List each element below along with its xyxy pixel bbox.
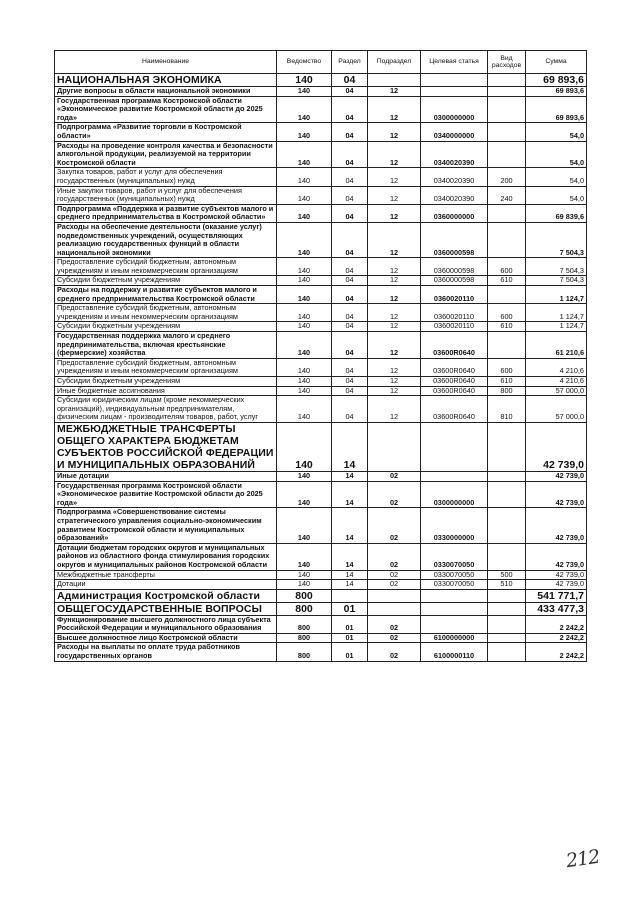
cell-ved: 140 — [277, 204, 332, 222]
table-row — [55, 186, 587, 204]
cell-vr: 510 — [488, 580, 526, 590]
cell-podrazdel: 12 — [368, 396, 421, 423]
cell-name: ОБЩЕГОСУДАРСТВЕННЫЕ ВОПРОСЫ — [55, 602, 277, 615]
cell-razdel: 04 — [332, 141, 368, 168]
cell-podrazdel — [368, 589, 421, 602]
cell-ved: 140 — [277, 74, 332, 87]
cell-ved: 800 — [277, 643, 332, 661]
cell-name: Субсидии юридическим лицам (кроме некоммерческих организаций), индивидуальным предпринимателям, физическим лицам - производителям товаров, работ, услуг — [55, 396, 277, 423]
cell-name: Высшее должностное лицо Костромской области — [55, 633, 277, 643]
cell-podrazdel: 12 — [368, 377, 421, 387]
cell-podrazdel: 12 — [368, 123, 421, 141]
table-row — [55, 87, 587, 97]
cell-name: Субсидии бюджетным учреждениям — [55, 276, 277, 286]
cell-sum: 541 771,7 — [526, 589, 587, 602]
cell-sum: 54,0 — [526, 168, 587, 186]
cell-sum: 69 893,6 — [526, 87, 587, 97]
cell-ved: 140 — [277, 141, 332, 168]
cell-podrazdel: 12 — [368, 96, 421, 123]
cell-razdel: 04 — [332, 222, 368, 257]
cell-ved: 140 — [277, 304, 332, 322]
cell-ved: 140 — [277, 87, 332, 97]
cell-name: Другие вопросы в области национальной экономики — [55, 87, 277, 97]
cell-ved: 140 — [277, 186, 332, 204]
cell-cs: 0360000598 — [421, 258, 488, 276]
cell-name: Расходы на поддержку и развитие субъектов малого и среднего предпринимательства Костромской области — [55, 286, 277, 304]
cell-razdel: 04 — [332, 168, 368, 186]
col-header-sum: Сумма — [526, 51, 587, 74]
cell-razdel: 04 — [332, 186, 368, 204]
cell-razdel: 04 — [332, 87, 368, 97]
cell-razdel: 04 — [332, 96, 368, 123]
cell-name: Предоставление субсидий бюджетным, автономным учреждениям и иным некоммерческим организациям — [55, 358, 277, 376]
cell-ved: 140 — [277, 358, 332, 376]
cell-sum: 57 000,0 — [526, 396, 587, 423]
cell-podrazdel: 12 — [368, 386, 421, 396]
cell-name: Подпрограмма «Совершенствование системы стратегического управления социально-экономическим развитием Костромской области и муниципальных образований» — [55, 508, 277, 543]
table-body — [55, 74, 587, 662]
cell-razdel: 04 — [332, 258, 368, 276]
cell-vr — [488, 602, 526, 615]
cell-ved: 140 — [277, 481, 332, 508]
cell-cs — [421, 615, 488, 633]
cell-ved: 140 — [277, 377, 332, 387]
cell-ved: 140 — [277, 168, 332, 186]
col-header-podrazdel: Подраздел — [368, 51, 421, 74]
cell-vr: 200 — [488, 168, 526, 186]
cell-razdel: 14 — [332, 580, 368, 590]
cell-sum: 1 124,7 — [526, 304, 587, 322]
cell-name: Дотации — [55, 580, 277, 590]
cell-podrazdel: 02 — [368, 481, 421, 508]
cell-razdel: 14 — [332, 471, 368, 481]
cell-sum: 57 000,0 — [526, 386, 587, 396]
cell-ved: 800 — [277, 602, 332, 615]
cell-vr: 240 — [488, 186, 526, 204]
cell-razdel: 04 — [332, 377, 368, 387]
cell-razdel: 14 — [332, 543, 368, 570]
cell-name: Расходы на выплаты по оплате труда работников государственных органов — [55, 643, 277, 661]
cell-sum: 1 124,7 — [526, 286, 587, 304]
cell-razdel: 01 — [332, 615, 368, 633]
table-row — [55, 332, 587, 359]
cell-ved: 140 — [277, 222, 332, 257]
cell-cs: 6100000000 — [421, 633, 488, 643]
cell-ved: 800 — [277, 615, 332, 633]
cell-razdel: 04 — [332, 358, 368, 376]
cell-sum: 69 893,6 — [526, 96, 587, 123]
cell-vr — [488, 589, 526, 602]
cell-vr — [488, 286, 526, 304]
cell-cs: 0360020110 — [421, 286, 488, 304]
cell-name: Подпрограмма «Развитие торговли в Костромской области» — [55, 123, 277, 141]
cell-cs: 0340020390 — [421, 168, 488, 186]
cell-razdel: 04 — [332, 304, 368, 322]
cell-cs: 0340020390 — [421, 141, 488, 168]
cell-sum: 54,0 — [526, 123, 587, 141]
cell-vr — [488, 471, 526, 481]
cell-name: НАЦИОНАЛЬНАЯ ЭКОНОМИКА — [55, 74, 277, 87]
cell-sum: 42 739,0 — [526, 508, 587, 543]
table-row — [55, 358, 587, 376]
cell-razdel: 14 — [332, 422, 368, 471]
cell-cs: 0360000598 — [421, 222, 488, 257]
cell-razdel: 14 — [332, 508, 368, 543]
cell-sum: 7 504,3 — [526, 276, 587, 286]
cell-sum: 4 210,6 — [526, 358, 587, 376]
cell-razdel: 04 — [332, 332, 368, 359]
cell-cs: 03600R0640 — [421, 386, 488, 396]
table-row — [55, 481, 587, 508]
cell-ved: 140 — [277, 123, 332, 141]
cell-vr: 610 — [488, 377, 526, 387]
cell-sum: 42 739,0 — [526, 570, 587, 580]
cell-sum: 69 893,6 — [526, 74, 587, 87]
cell-name: Дотации бюджетам городских округов и муниципальных районов из областного фонда стимулирования городских округов и муниципальных районов Костромской области — [55, 543, 277, 570]
cell-podrazdel: 02 — [368, 471, 421, 481]
cell-vr — [488, 96, 526, 123]
cell-sum: 54,0 — [526, 186, 587, 204]
cell-vr: 810 — [488, 396, 526, 423]
col-header-vr: Вид расходов — [488, 51, 526, 74]
table-row — [55, 74, 587, 87]
cell-name: Государственная программа Костромской области «Экономическое развитие Костромской области до 2025 года» — [55, 481, 277, 508]
cell-razdel: 04 — [332, 396, 368, 423]
cell-razdel: 04 — [332, 276, 368, 286]
cell-vr: 600 — [488, 358, 526, 376]
cell-name: Иные дотации — [55, 471, 277, 481]
cell-name: Функционирование высшего должностного лица субъекта Российской Федерации и муниципального образования — [55, 615, 277, 633]
cell-cs: 0330070050 — [421, 580, 488, 590]
cell-ved: 140 — [277, 471, 332, 481]
cell-ved: 140 — [277, 396, 332, 423]
cell-ved: 140 — [277, 422, 332, 471]
cell-sum: 42 739,0 — [526, 422, 587, 471]
cell-vr — [488, 204, 526, 222]
cell-sum: 7 504,3 — [526, 258, 587, 276]
cell-vr — [488, 633, 526, 643]
table-row — [55, 471, 587, 481]
cell-podrazdel: 02 — [368, 570, 421, 580]
cell-sum: 61 210,6 — [526, 332, 587, 359]
cell-vr — [488, 508, 526, 543]
cell-razdel: 04 — [332, 123, 368, 141]
cell-sum: 1 124,7 — [526, 322, 587, 332]
col-header-name: Наименование — [55, 51, 277, 74]
cell-vr — [488, 141, 526, 168]
cell-podrazdel: 12 — [368, 204, 421, 222]
table-row — [55, 258, 587, 276]
cell-razdel: 04 — [332, 74, 368, 87]
cell-ved: 140 — [277, 258, 332, 276]
cell-name: Межбюджетные трансферты — [55, 570, 277, 580]
cell-podrazdel: 02 — [368, 643, 421, 661]
cell-podrazdel: 12 — [368, 222, 421, 257]
cell-sum: 42 739,0 — [526, 481, 587, 508]
cell-sum: 4 210,6 — [526, 377, 587, 387]
cell-vr: 500 — [488, 570, 526, 580]
table-row — [55, 396, 587, 423]
cell-name: МЕЖБЮДЖЕТНЫЕ ТРАНСФЕРТЫ ОБЩЕГО ХАРАКТЕРА БЮДЖЕТАМ СУБЪЕКТОВ РОССИЙСКОЙ ФЕДЕРАЦИИ И МУНИЦИПАЛЬНЫХ ОБРАЗОВАНИЙ — [55, 422, 277, 471]
cell-cs — [421, 602, 488, 615]
cell-vr: 610 — [488, 322, 526, 332]
cell-cs: 03600R0640 — [421, 377, 488, 387]
cell-sum: 69 839,6 — [526, 204, 587, 222]
cell-sum: 42 739,0 — [526, 471, 587, 481]
cell-cs: 03600R0640 — [421, 396, 488, 423]
cell-ved: 140 — [277, 543, 332, 570]
cell-vr — [488, 123, 526, 141]
col-header-cs: Целевая статья — [421, 51, 488, 74]
cell-podrazdel: 02 — [368, 633, 421, 643]
cell-razdel: 01 — [332, 633, 368, 643]
cell-cs: 0300000000 — [421, 96, 488, 123]
table-row — [55, 589, 587, 602]
cell-name: Субсидии бюджетным учреждениям — [55, 322, 277, 332]
cell-vr — [488, 332, 526, 359]
cell-razdel: 04 — [332, 204, 368, 222]
cell-podrazdel: 12 — [368, 332, 421, 359]
cell-name: Субсидии бюджетным учреждениям — [55, 377, 277, 387]
cell-sum: 2 242,2 — [526, 643, 587, 661]
cell-cs — [421, 471, 488, 481]
cell-ved: 140 — [277, 276, 332, 286]
cell-name: Иные закупки товаров, работ и услуг для обеспечения государственных (муниципальных) нужд — [55, 186, 277, 204]
cell-vr — [488, 74, 526, 87]
cell-ved: 140 — [277, 580, 332, 590]
cell-name: Государственная программа Костромской области «Экономическое развитие Костромской области до 2025 года» — [55, 96, 277, 123]
cell-ved: 140 — [277, 508, 332, 543]
cell-cs: 0340000000 — [421, 123, 488, 141]
cell-cs: 0330000000 — [421, 508, 488, 543]
cell-name: Расходы на проведение контроля качества и безопасности алкогольной продукции, реализуемой на территории Костромской области — [55, 141, 277, 168]
page-number: 212 — [564, 845, 601, 873]
cell-sum: 42 739,0 — [526, 543, 587, 570]
table-row — [55, 123, 587, 141]
cell-ved: 140 — [277, 322, 332, 332]
cell-sum: 2 242,2 — [526, 615, 587, 633]
cell-vr — [488, 422, 526, 471]
cell-name: Иные бюджетные ассигнования — [55, 386, 277, 396]
cell-cs: 0300000000 — [421, 481, 488, 508]
cell-cs: 0360000000 — [421, 204, 488, 222]
cell-podrazdel: 12 — [368, 322, 421, 332]
cell-razdel: 14 — [332, 481, 368, 508]
cell-podrazdel: 12 — [368, 304, 421, 322]
cell-ved: 800 — [277, 589, 332, 602]
cell-vr — [488, 222, 526, 257]
cell-cs: 0360020110 — [421, 304, 488, 322]
cell-podrazdel: 02 — [368, 543, 421, 570]
cell-podrazdel — [368, 74, 421, 87]
table-row — [55, 96, 587, 123]
cell-cs: 0330070050 — [421, 543, 488, 570]
table-row — [55, 168, 587, 186]
cell-cs: 0360020110 — [421, 322, 488, 332]
cell-vr — [488, 615, 526, 633]
cell-podrazdel: 12 — [368, 258, 421, 276]
cell-cs: 03600R0640 — [421, 332, 488, 359]
cell-podrazdel: 12 — [368, 358, 421, 376]
col-header-ved: Ведомство — [277, 51, 332, 74]
cell-podrazdel: 12 — [368, 141, 421, 168]
cell-vr — [488, 543, 526, 570]
table-row — [55, 580, 587, 590]
table-row — [55, 222, 587, 257]
cell-ved: 140 — [277, 570, 332, 580]
table-row — [55, 543, 587, 570]
cell-ved: 140 — [277, 386, 332, 396]
table-row — [55, 286, 587, 304]
table-row — [55, 204, 587, 222]
cell-podrazdel: 12 — [368, 276, 421, 286]
cell-name: Подпрограмма «Поддержка и развитие субъектов малого и среднего предпринимательства в Костромской области» — [55, 204, 277, 222]
cell-podrazdel: 12 — [368, 87, 421, 97]
cell-name: Администрация Костромской области — [55, 589, 277, 602]
cell-podrazdel — [368, 422, 421, 471]
cell-name: Предоставление субсидий бюджетным, автономным учреждениям и иным некоммерческим организациям — [55, 258, 277, 276]
cell-cs: 0330070050 — [421, 570, 488, 580]
cell-razdel: 01 — [332, 643, 368, 661]
cell-cs — [421, 87, 488, 97]
cell-cs — [421, 589, 488, 602]
table-row — [55, 141, 587, 168]
cell-sum: 433 477,3 — [526, 602, 587, 615]
cell-podrazdel: 02 — [368, 508, 421, 543]
cell-sum: 7 504,3 — [526, 222, 587, 257]
cell-razdel: 04 — [332, 286, 368, 304]
cell-name: Закупка товаров, работ и услуг для обеспечения государственных (муниципальных) нужд — [55, 168, 277, 186]
cell-podrazdel: 02 — [368, 580, 421, 590]
cell-podrazdel: 12 — [368, 286, 421, 304]
table-row — [55, 304, 587, 322]
cell-name: Предоставление субсидий бюджетным, автономным учреждениям и иным некоммерческим организациям — [55, 304, 277, 322]
cell-vr: 600 — [488, 258, 526, 276]
table-row — [55, 508, 587, 543]
cell-vr — [488, 87, 526, 97]
cell-ved: 140 — [277, 96, 332, 123]
cell-vr: 800 — [488, 386, 526, 396]
table-row — [55, 615, 587, 633]
cell-cs: 03600R0640 — [421, 358, 488, 376]
cell-ved: 140 — [277, 286, 332, 304]
budget-table — [54, 50, 587, 662]
table-row — [55, 422, 587, 471]
cell-razdel: 04 — [332, 386, 368, 396]
cell-cs — [421, 74, 488, 87]
table-header-row — [55, 51, 587, 74]
cell-razdel: 14 — [332, 570, 368, 580]
cell-razdel: 04 — [332, 322, 368, 332]
cell-podrazdel: 12 — [368, 168, 421, 186]
col-header-razdel: Раздел — [332, 51, 368, 74]
cell-podrazdel — [368, 602, 421, 615]
cell-vr — [488, 481, 526, 508]
cell-sum: 54,0 — [526, 141, 587, 168]
cell-cs — [421, 422, 488, 471]
table-row — [55, 602, 587, 615]
cell-razdel — [332, 589, 368, 602]
cell-sum: 2 242,2 — [526, 633, 587, 643]
cell-name: Государственная поддержка малого и среднего предпринимательства, включая крестьянские (фермерские) хозяйства — [55, 332, 277, 359]
cell-vr: 600 — [488, 304, 526, 322]
cell-cs: 0340020390 — [421, 186, 488, 204]
cell-razdel: 01 — [332, 602, 368, 615]
cell-vr: 610 — [488, 276, 526, 286]
cell-podrazdel: 12 — [368, 186, 421, 204]
cell-name: Расходы на обеспечение деятельности (оказание услуг) подведомственных учреждений, осуществляющих реализацию государственных функций в области национальной экономики — [55, 222, 277, 257]
cell-ved: 800 — [277, 633, 332, 643]
cell-sum: 42 739,0 — [526, 580, 587, 590]
cell-vr — [488, 643, 526, 661]
table-row — [55, 377, 587, 387]
cell-cs: 6100000110 — [421, 643, 488, 661]
cell-ved: 140 — [277, 332, 332, 359]
cell-podrazdel: 02 — [368, 615, 421, 633]
cell-cs: 0360000598 — [421, 276, 488, 286]
table-row — [55, 643, 587, 661]
